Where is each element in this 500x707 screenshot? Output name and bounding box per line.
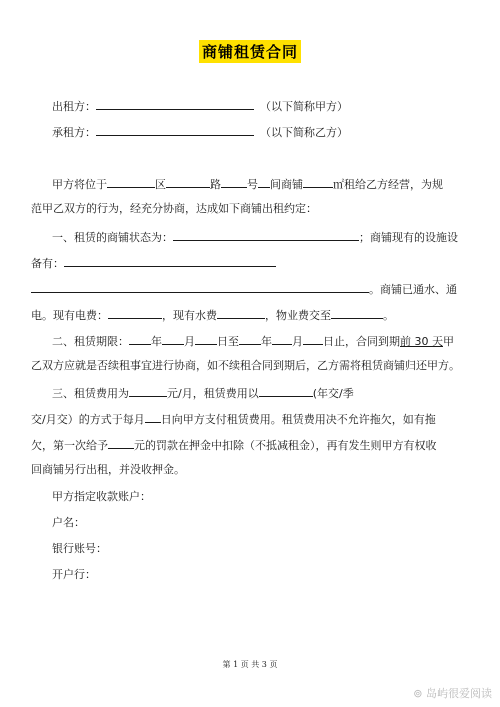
clause1-line1: 一、租赁的商铺状态为： ；商铺现有的设施设 <box>52 231 458 244</box>
lessor-blank[interactable] <box>96 98 254 110</box>
district-blank[interactable] <box>107 176 155 188</box>
end-year-blank[interactable] <box>239 333 261 345</box>
number-blank[interactable] <box>221 176 247 188</box>
electricity-fee-blank[interactable] <box>108 307 162 319</box>
penalty-blank[interactable] <box>108 437 134 449</box>
facilities-blank[interactable] <box>64 255 276 267</box>
lessor-label: 出租方： <box>52 100 96 113</box>
clause3-line2: 交/月交）的方式于每月 日向甲方支付租赁费用。租赁费用决不允许拖欠，如有拖 <box>31 413 436 426</box>
start-day-blank[interactable] <box>195 333 217 345</box>
start-year-blank[interactable] <box>129 333 151 345</box>
clause1-line2: 备有： <box>31 255 276 271</box>
end-month-blank[interactable] <box>272 333 292 345</box>
lessee-line <box>52 124 348 140</box>
document-title: 商铺租赁合同 <box>199 40 301 63</box>
payment-day-blank[interactable] <box>145 411 161 423</box>
clause3-line1: 三、租赁费用为 元/月，租赁费用以 (年交/季 <box>52 387 354 400</box>
clause-intro-line1: 甲方将位于 区 路 号 间商铺 ㎡租给乙方经营，为规 <box>52 178 443 191</box>
lessee-blank[interactable] <box>96 124 254 136</box>
road-blank[interactable] <box>166 176 210 188</box>
lessee-label: 承租方： <box>52 126 96 139</box>
unit-blank[interactable] <box>258 176 270 188</box>
clause1-line4: 电。现有电费： ，现有水费 ，物业费交至 。 <box>31 309 394 322</box>
clause2-line1: 二、租赁期限： 年 月 日至 年 月 日止，合同到期前 30 天甲 <box>52 335 454 348</box>
facilities-blank-2[interactable] <box>31 281 369 293</box>
clause3-line3: 欠，第一次给予 元的罚款在押金中扣除（不抵减租金），再有发生则甲方有权收 <box>31 439 437 452</box>
title-wrap <box>0 40 500 63</box>
area-blank[interactable] <box>303 176 333 188</box>
clause2-line2: 乙双方应就是否续租事宜进行协商，如不续租合同到期后，乙方需将租赁商铺归还甲方。 <box>31 359 460 372</box>
account-number: 银行账号： <box>52 542 107 555</box>
shop-status-blank[interactable] <box>173 229 359 241</box>
property-fee-blank[interactable] <box>331 307 383 319</box>
lessee-suffix: （以下简称乙方） <box>260 126 348 139</box>
account-bank: 开户行： <box>52 568 96 581</box>
end-day-blank[interactable] <box>303 333 323 345</box>
notice-period: 前 30 天 <box>400 335 443 348</box>
clause1-line3: 。商铺已通水、通 <box>31 281 457 297</box>
account-name: 户名： <box>52 516 85 529</box>
payment-method-blank[interactable] <box>259 385 313 397</box>
watermark: ⊚ 岛屿很爱阅读 <box>413 687 492 700</box>
account-title: 甲方指定收款账户： <box>52 490 151 503</box>
page-footer: 第 1 页 共 3 页 <box>222 660 278 669</box>
start-month-blank[interactable] <box>162 333 184 345</box>
lessor-suffix: （以下简称甲方） <box>260 100 348 113</box>
clause3-line4: 回商铺另行出租，并没收押金。 <box>31 463 185 476</box>
clause-intro-line2: 范甲乙双方的行为，经充分协商，达成如下商铺出租约定： <box>31 202 317 215</box>
rent-amount-blank[interactable] <box>129 385 167 397</box>
water-fee-blank[interactable] <box>217 307 265 319</box>
lessor-line <box>52 98 348 114</box>
